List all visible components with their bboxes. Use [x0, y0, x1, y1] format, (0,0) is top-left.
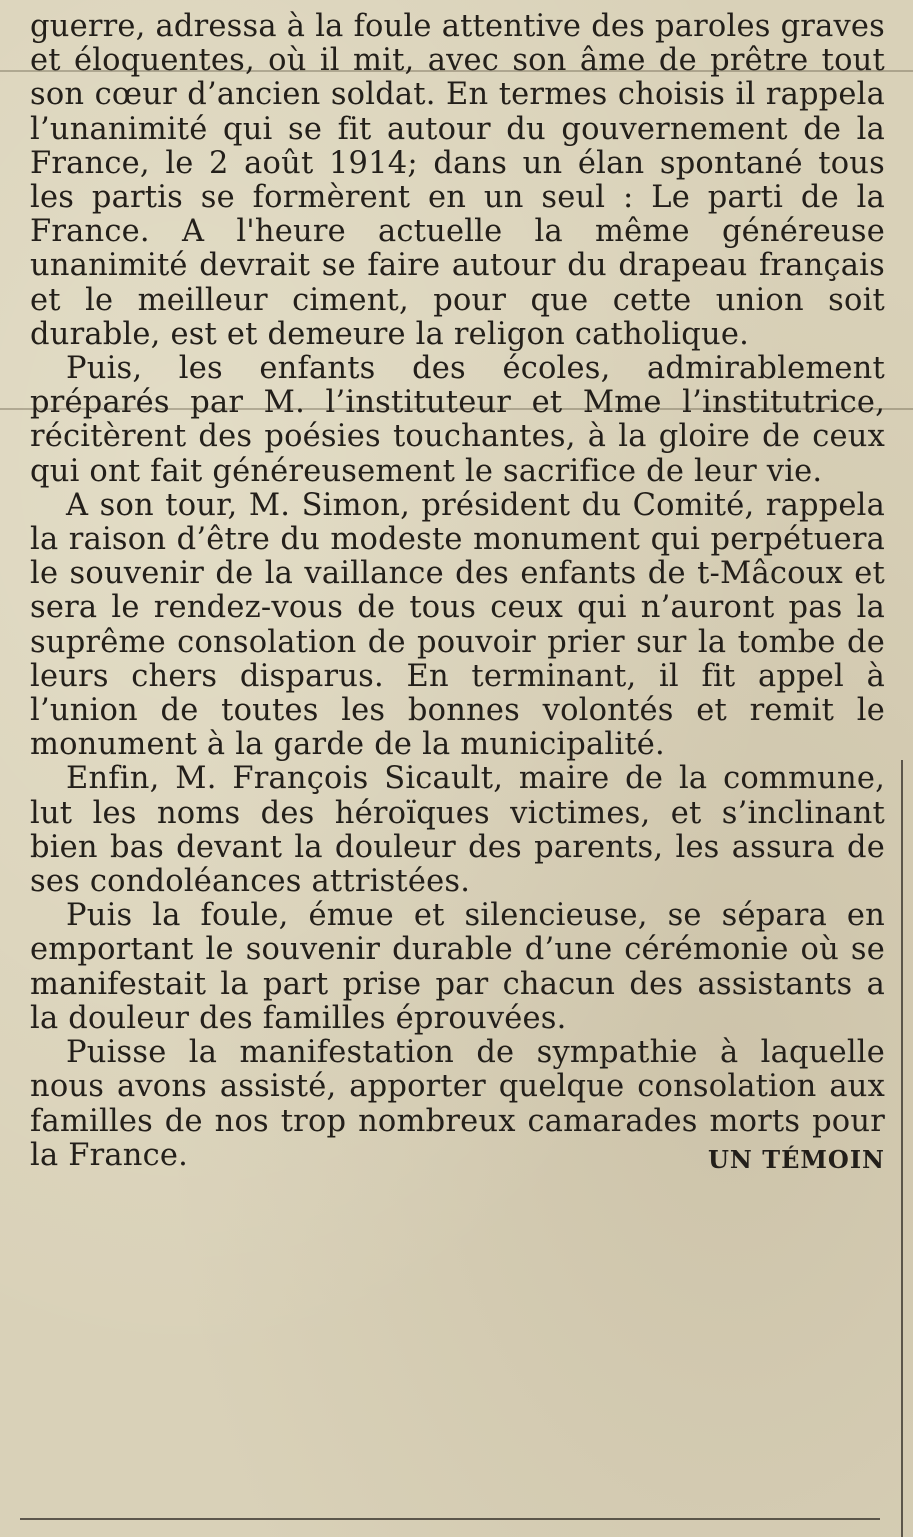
article-paragraph: Puis, les enfants des écoles, admirablement préparés par M. l’instituteur et Mme l’institutrice, récitèrent des poésies touchantes, à la gloire de ceux qui ont fait généreusement le sacrifice de leur vie.: [30, 351, 885, 489]
section-divider: [20, 1518, 880, 1520]
article-paragraph: guerre, adressa à la foule attentive des paroles graves et éloquentes, où il mit, avec son âme de prêtre tout son cœur d’ancien soldat. En termes choisis il rappela l’unanimité qui se fit autour du gouvernement de la France, le 2 août 1914; dans un élan spontané tous les partis se formèrent en un seul : Le parti de la France. A l'heure actuelle la même généreuse unanimité devrait se faire autour du drapeau français et le meilleur ciment, pour que cette union soit durable, est et demeure la religon catholique.: [30, 9, 885, 352]
article-column: [30, 10, 885, 1177]
article-paragraph: A son tour, M. Simon, président du Comité, rappela la raison d’être du modeste monument qui perpétuera le souvenir de la vaillance des enfants de t-Mâcoux et sera le rendez-vous de tous ceux qui n’auront pas la suprême consolation de pouvoir prier sur la tombe de leurs chers disparus. En terminant, il fit appel à l’union de toutes les bonnes volontés et remit le monument à la garde de la municipalité.: [30, 487, 885, 763]
article-paragraph: Enfin, M. François Sicault, maire de la commune, lut les noms des héroïques victimes, et s’inclinant bien bas devant la douleur des parents, les assura de ses condoléances attristées.: [30, 761, 885, 900]
article-paragraph-last: [30, 1036, 885, 1173]
article-paragraph: Puisse la manifestation de sympathie à laquelle nous avons assisté, apporter quelque consolation aux familles de nos trop nombreux camarades morts pour la France.: [30, 1035, 885, 1173]
article-paragraph: Puis la foule, émue et silencieuse, se sépara en emportant le souvenir durable d’une cérémonie où se manifestait la part prise par chacun des assistants a la douleur des familles éprouvées.: [30, 898, 885, 1036]
column-rule: [901, 760, 903, 1537]
article-signature: UN TÉMOIN: [707, 1144, 885, 1174]
